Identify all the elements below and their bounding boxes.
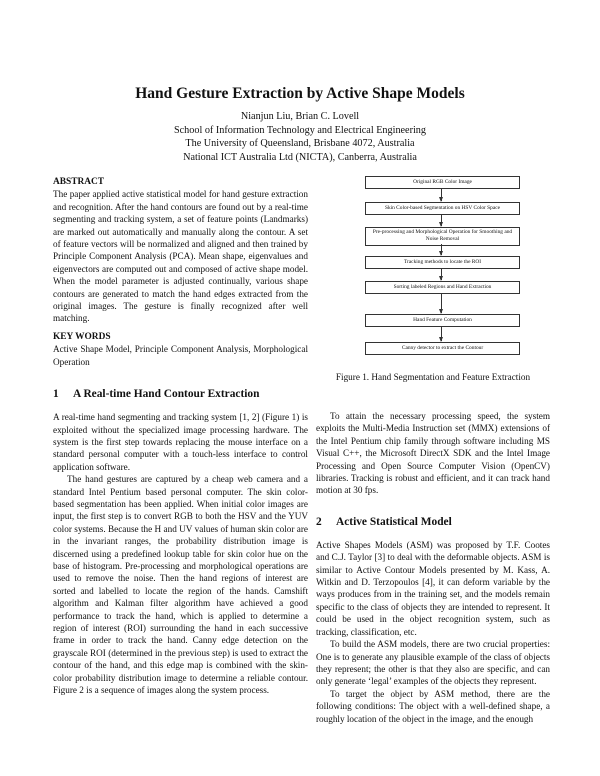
right-column xyxy=(316,410,550,725)
flow-step: Skin Color-based Segmentation on HSV Color Space xyxy=(365,202,520,215)
flow-step: Canny detector to extract the Contour xyxy=(365,342,520,355)
left-column xyxy=(53,176,308,696)
section-number: 2 xyxy=(316,515,322,528)
section-2-heading xyxy=(316,515,550,529)
section-number: 1 xyxy=(53,388,59,401)
flow-step: Hand Feature Computation xyxy=(365,314,520,327)
section-2-paragraph: To target the object by ASM method, there are the following conditions: The object with a well-defined shape, a roughly location of the object in the image, and the enough xyxy=(316,688,550,724)
flow-step: Sorting labeled Regions and Hand Extraction xyxy=(365,281,520,294)
figure-1-flowchart xyxy=(330,174,550,364)
affiliation-line: The University of Queensland, Brisbane 4072, Australia xyxy=(185,138,415,149)
flow-arrow xyxy=(441,293,442,313)
flow-arrow xyxy=(441,188,442,201)
section-title: A Real-time Hand Contour Extraction xyxy=(73,388,260,401)
flow-arrow xyxy=(441,326,442,341)
keywords-heading: KEY WORDS xyxy=(53,331,111,342)
paper-title: Hand Gesture Extraction by Active Shape Models xyxy=(135,85,465,102)
flow-step: Pre-processing and Morphological Operation for Smoothing and Noise Removal xyxy=(365,227,520,246)
authors: Nianjun Liu, Brian C. Lovell xyxy=(240,111,360,122)
section-2-paragraph: Active Shapes Models (ASM) was proposed by T.F. Cootes and C.J. Taylor [3] to deal with the deformable objects. ASM is similar to Active Contour Models presented by M. Kass, A. Witkin and D. Terzopoulos [4], it can deform variable by the ways produces from in the training set, and the models remain specific to the class of objects they are intended to represent. It could be used in the object recognition system, such as tracking, classification, etc. xyxy=(316,539,550,637)
affiliation-line: School of Information Technology and Electrical Engineering xyxy=(173,124,426,136)
section-1-paragraph: The hand gestures are captured by a cheap web camera and a standard Intel Pentium based personal computer. The skin color-based segmentation has been applied. When initial color images are input, the first step is to convert RGB to both the HSV and the YUV color systems. Because the H and UV values of human skin color are in the invariant ranges, the probability distribution image is discerned using a predefined lookup table for skin color hue on the base of histogram. Pre-processing and morphological operations are used to remove the noise. Then the hand regions of interest are sorted and labelled to locate the region of the hands. Camshift algorithm and Kalman filter algorithm have achieved a good performance to track the hand, which is applied to determine a region of interest (ROI) surrounding the hand in each successive frame in order to track the hand. Canny edge detection on the grayscale ROI (determined in the previous step) is used to extract the contour of the hand, and this edge map is combined with the skin-color probability distribution image to determine a reliable contour. Figure 2 is a sequence of images along the system process. xyxy=(53,474,308,696)
flow-arrow xyxy=(441,244,442,255)
abstract-heading: ABSTRACT xyxy=(53,177,105,187)
flow-arrow xyxy=(441,268,442,280)
section-2-paragraph: To build the ASM models, there are two crucial properties: One is to generate any plausible example of the class of objects they represent; the other is that they also are specific, and can only generate ‘legal’ examples of the objects they represent. xyxy=(316,639,550,687)
keywords-text: Active Shape Model, Principle Component Analysis, Morphological Operation xyxy=(53,344,308,367)
flow-step: Tracking methods to locate the ROI xyxy=(365,256,520,269)
affiliation-line: National ICT Australia Ltd (NICTA), Canberra, Australia xyxy=(183,151,417,163)
section-1-heading xyxy=(53,387,308,401)
figure-1-caption: Figure 1. Hand Segmentation and Feature Extraction xyxy=(335,372,531,382)
author-block xyxy=(0,110,600,164)
section-1-paragraph: A real-time hand segmenting and tracking system [1, 2] (Figure 1) is exploited without the specialized image processing hardware. The system is the first step towards replacing the mouse interface on a standard personal computer with a touch-less interface to control application software. xyxy=(53,412,308,472)
flow-step: Original RGB Color Image xyxy=(365,176,520,189)
flow-arrow xyxy=(441,214,442,226)
section-1-paragraph: To attain the necessary processing speed, the system exploits the Multi-Media Instruction set (MMX) extensions of the Intel Pentium chip family through software including MS Visual C++, the Microsoft DirectX SDK and the Intel Image Processing and Open Source Computer Vision (OpenCV) libraries. Tracking is robust and efficient, and it can track hand motion at 30 fps. xyxy=(316,411,550,496)
section-title: Active Statistical Model xyxy=(336,515,452,528)
abstract-text: The paper applied active statistical model for hand gesture extraction and recognition. After the hand contours are found out by a real-time segmenting and tracking system, a set of feature points (Landmarks) are marked out automatically and manually along the contour. A set of feature vectors will be normalized and aligned and then trained by Principle Component Analysis (PCA). Mean shape, eigenvalues and eigenvectors are computed out and composed of active shape model. When the model parameter is adjusted continually, various shape contours are generated to match the hand edges extracted from the original images. The gesture is finally recognized after well matching. xyxy=(53,189,308,324)
